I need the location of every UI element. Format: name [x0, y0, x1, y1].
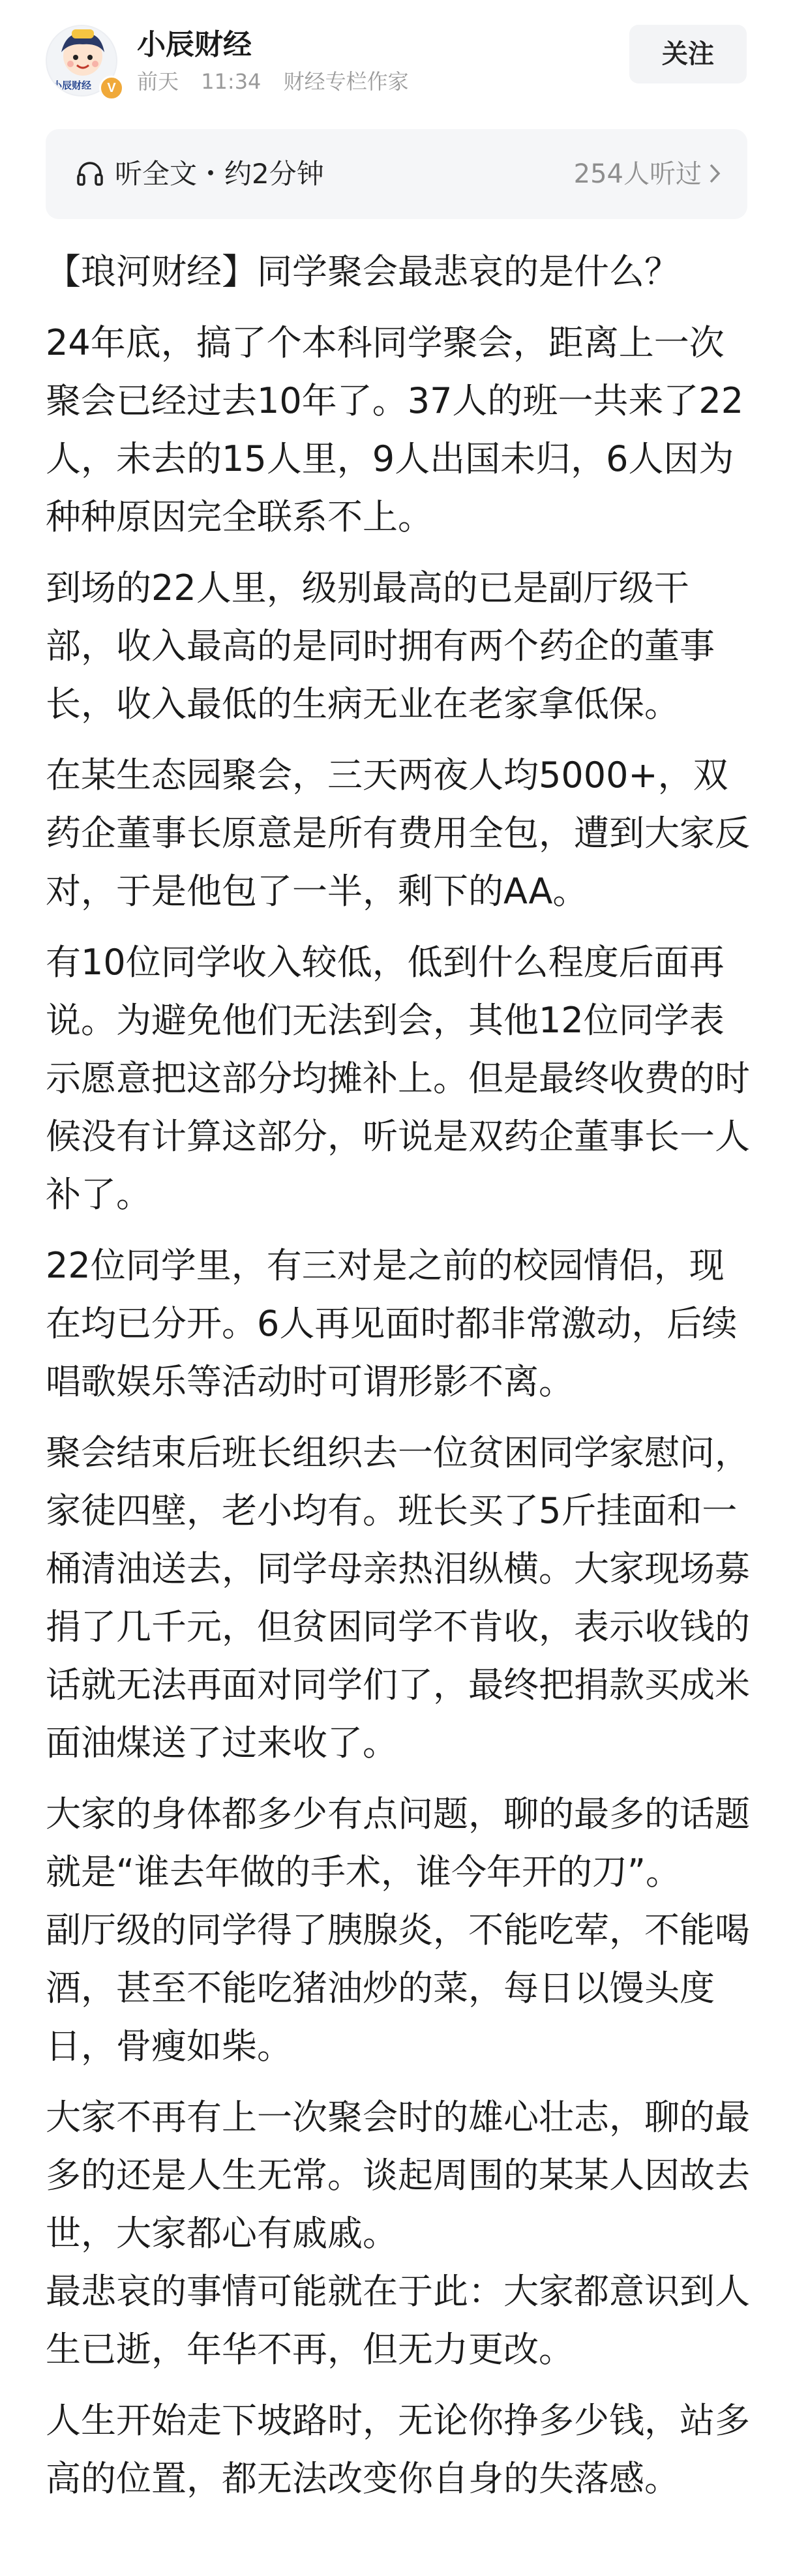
verified-badge-icon: V [99, 76, 124, 100]
listen-label: 听全文・约2分钟 [115, 158, 324, 190]
article-title: 【琅河财经】同学聚会最悲哀的是什么？ [46, 251, 680, 292]
article-paragraph: 22位同学里，有三对是之前的校园情侣，现在均已分开。6人再见面时都非常激动，后续唱歌娱乐等活动时可谓形影不离。 [46, 1245, 738, 1402]
article-paragraph: 聚会结束后班长组织去一位贫困同学家慰问，家徒四壁，老小均有。班长买了5斤挂面和一桶清油送去，同学母亲热泪纵横。大家现场募捐了几千元，但贫困同学不肯收，表示收钱的话就无法再面对同学们了，最终把捐款买成米面油煤送了过来收了。 [46, 1432, 750, 1763]
listen-count[interactable] [574, 129, 721, 219]
listen-full-text[interactable] [76, 129, 324, 219]
article-paragraph: 人生开始走下坡路时，无论你挣多少钱，站多高的位置，都无法改变你自身的失落感。 [46, 2400, 750, 2499]
post-meta [137, 65, 425, 95]
article-paragraph: 在某生态园聚会，三天两夜人均5000+，双药企董事长原意是所有费用全包，遭到大家反对，于是他包了一半，剩下的AA。 [46, 755, 750, 912]
post-day: 前天 [137, 69, 179, 94]
author-header [46, 18, 750, 103]
article-body [46, 243, 756, 2508]
listen-bar[interactable] [46, 129, 747, 219]
headphones-icon [76, 159, 104, 188]
article-paragraph: 24年底，搞了个本科同学聚会，距离上一次聚会已经过去10年了。37人的班一共来了22人，未去的15人里，9人出国未归，6人因为种种原因完全联系不上。 [46, 322, 744, 537]
post-time: 11:34 [201, 69, 262, 94]
author-name[interactable]: 小辰财经 [137, 28, 252, 61]
follow-button[interactable]: 关注 [629, 25, 747, 83]
listen-count-text: 254人听过 [573, 159, 702, 189]
chevron-right-icon [708, 162, 721, 185]
article-paragraph: 大家不再有上一次聚会时的雄心壮志，聊的最多的还是人生无常。谈起周围的某某人因故去世，大家都心有戚戚。 [46, 2097, 750, 2254]
avatar-label: 小辰财经 [52, 80, 92, 91]
article-paragraph: 最悲哀的事情可能就在于此：大家都意识到人生已逝，年华不再，但无力更改。 [46, 2271, 750, 2370]
author-role: 财经专栏作家 [283, 69, 409, 94]
article-paragraph: 副厅级的同学得了胰腺炎，不能吃荤，不能喝酒，甚至不能吃猪油炒的菜，每日以馒头度日，骨瘦如柴。 [46, 1910, 750, 2067]
article-paragraph: 大家的身体都多少有点问题，聊的最多的话题就是“谁去年做的手术，谁今年开的刀”。 [46, 1793, 750, 1893]
article-paragraph: 到场的22人里，级别最高的已是副厅级干部，收入最高的是同时拥有两个药企的董事长，收入最低的生病无业在老家拿低保。 [46, 567, 715, 725]
article-paragraph: 有10位同学收入较低，低到什么程度后面再说。为避免他们无法到会，其他12位同学表示愿意把这部分均摊补上。但是最终收费的时候没有计算这部分，听说是双药企董事长一人补了。 [46, 942, 750, 1215]
